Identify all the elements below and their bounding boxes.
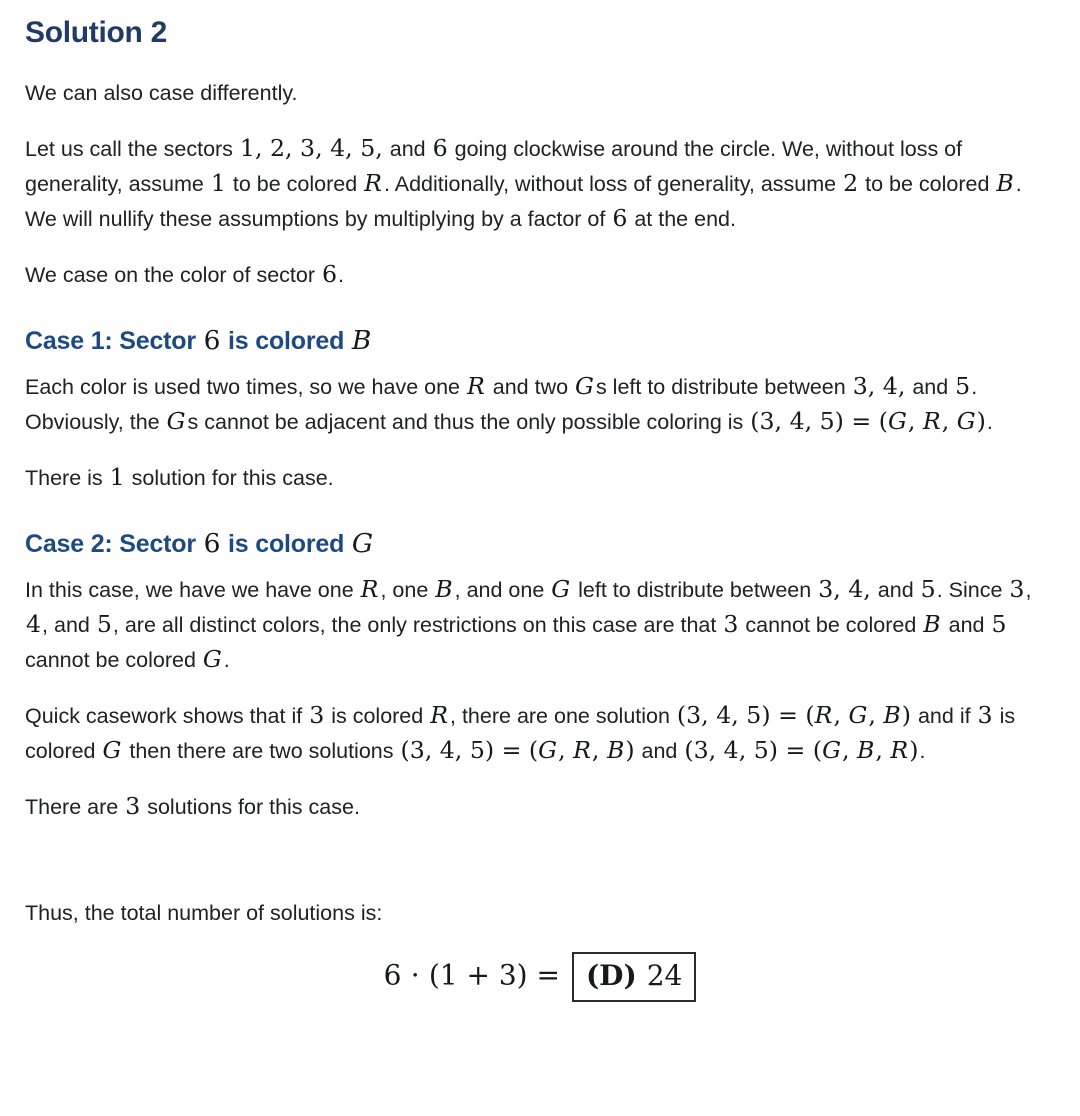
math-run: 3	[723, 609, 739, 638]
text-run: then there are two solutions	[123, 738, 400, 763]
text-run: solution for this case.	[125, 465, 334, 490]
text-run: In this case, we have we have one	[25, 577, 360, 602]
math-run: 1, 2, 3, 4, 5,	[239, 133, 383, 162]
math-run: 1	[210, 168, 226, 197]
text-run: .	[223, 647, 230, 672]
math-run: 3, 4,	[818, 574, 871, 603]
math-run: G	[551, 574, 571, 603]
math-run: B	[996, 168, 1014, 197]
text-run: is colored	[221, 326, 351, 355]
text-run: There is	[25, 465, 109, 490]
text-run: solutions for this case.	[141, 794, 360, 819]
math-run: B	[435, 574, 453, 603]
math-run: (3, 4, 5) = (G, R, B)	[400, 735, 635, 764]
math-run: G	[575, 371, 594, 400]
paragraph	[25, 896, 1055, 931]
math-run: 3	[309, 700, 325, 729]
text-run: . Since	[936, 577, 1009, 602]
paragraph	[25, 461, 1055, 496]
math-run: 6	[612, 203, 628, 232]
text-run: cannot be colored	[25, 647, 202, 672]
page-title: Solution 2	[25, 16, 167, 49]
text-run: and	[635, 738, 684, 763]
text-run: Thus, the total number of solutions is:	[25, 900, 383, 925]
paragraph	[25, 132, 1055, 237]
text-run: Let us call the sectors	[25, 136, 239, 161]
case-heading	[25, 529, 1055, 559]
text-run: , there are one solution	[450, 703, 676, 728]
text-run: going clockwise around the circle. We, without loss of generality, assume	[25, 136, 963, 196]
text-run: is colored	[325, 703, 430, 728]
math-run: B	[351, 324, 372, 356]
text-run: , and one	[454, 577, 551, 602]
paragraph	[25, 573, 1055, 678]
text-run: s cannot be adjacent and thus the only possible coloring is	[187, 409, 750, 434]
answer-letter: (D)	[585, 958, 637, 992]
math-run: 2	[843, 168, 859, 197]
math-run: (3, 4, 5) = (G, R, G)	[750, 406, 986, 435]
text-run: Quick casework shows that if	[25, 703, 309, 728]
text-run: Case 1: Sector	[25, 326, 203, 355]
text-run: and	[871, 577, 920, 602]
final-equation	[25, 952, 1055, 1002]
math-run: 3	[1009, 574, 1025, 603]
text-run: We case on the color of sector	[25, 262, 321, 287]
math-run: G	[202, 644, 222, 673]
text-run: is colored	[25, 703, 1016, 763]
text-run: to be colored	[859, 171, 996, 196]
text-run: . We will nullify these assumptions by multiplying by a factor of	[25, 171, 1022, 231]
text-run: and two	[486, 374, 575, 399]
text-run: and if	[912, 703, 977, 728]
text-run: and	[906, 374, 955, 399]
text-run: ,	[1025, 577, 1032, 602]
text-run: Each color is used two times, so we have one	[25, 374, 466, 399]
math-run: 3	[977, 700, 993, 729]
paragraph	[25, 76, 1055, 111]
text-run: . Additionally, without loss of generality, assume	[383, 171, 843, 196]
math-run: G	[351, 527, 373, 559]
math-run: G	[166, 406, 186, 435]
math-run: G	[102, 735, 122, 764]
math-run: 5	[920, 574, 936, 603]
equation-lhs: 6 ⋅ (1 + 3) =	[383, 958, 560, 992]
answer-value: 24	[646, 958, 683, 992]
text-run: There are	[25, 794, 125, 819]
math-run: 5	[96, 609, 112, 638]
text-run: and	[942, 612, 991, 637]
text-run: , are all distinct colors, the only restrictions on this case are that	[112, 612, 723, 637]
math-run: R	[360, 574, 379, 603]
case-heading	[25, 326, 1055, 356]
paragraph	[25, 699, 1055, 769]
text-run: to be colored	[226, 171, 364, 196]
text-run: We can also case differently.	[25, 80, 298, 105]
text-run: left to distribute between	[572, 577, 818, 602]
math-run: B	[923, 609, 941, 638]
math-run: 6	[321, 259, 338, 288]
text-run: .	[986, 409, 993, 434]
paragraph	[25, 790, 1055, 825]
text-run: , one	[380, 577, 435, 602]
math-run: 5	[955, 371, 971, 400]
math-run: R	[466, 371, 485, 400]
math-run: (3, 4, 5) = (G, B, R)	[684, 735, 919, 764]
solution-content	[25, 76, 1055, 931]
math-run: 6	[203, 527, 221, 559]
math-run: R	[364, 168, 382, 197]
boxed-answer	[572, 952, 696, 1002]
paragraph	[25, 370, 1055, 440]
text-run: s left to distribute between	[595, 374, 852, 399]
math-run: 5	[991, 609, 1007, 638]
math-run: (3, 4, 5) = (R, G, B)	[676, 700, 911, 729]
math-run: 3, 4,	[852, 371, 906, 400]
math-run: 4	[26, 609, 42, 638]
math-run: 6	[432, 133, 448, 162]
math-run: R	[430, 700, 449, 729]
text-run: . Obviously, the	[25, 374, 978, 434]
math-run: 1	[109, 462, 125, 491]
text-run: and	[383, 136, 432, 161]
text-run: .	[919, 738, 926, 763]
text-run: is colored	[221, 529, 351, 558]
text-run: Case 2: Sector	[25, 529, 203, 558]
math-run: 6	[203, 324, 221, 356]
math-run: 3	[125, 791, 141, 820]
paragraph	[25, 258, 1055, 293]
vertical-gap	[25, 846, 1055, 896]
text-run: cannot be colored	[739, 612, 923, 637]
text-run: .	[338, 262, 345, 287]
text-run: , and	[42, 612, 96, 637]
text-run: at the end.	[628, 206, 736, 231]
